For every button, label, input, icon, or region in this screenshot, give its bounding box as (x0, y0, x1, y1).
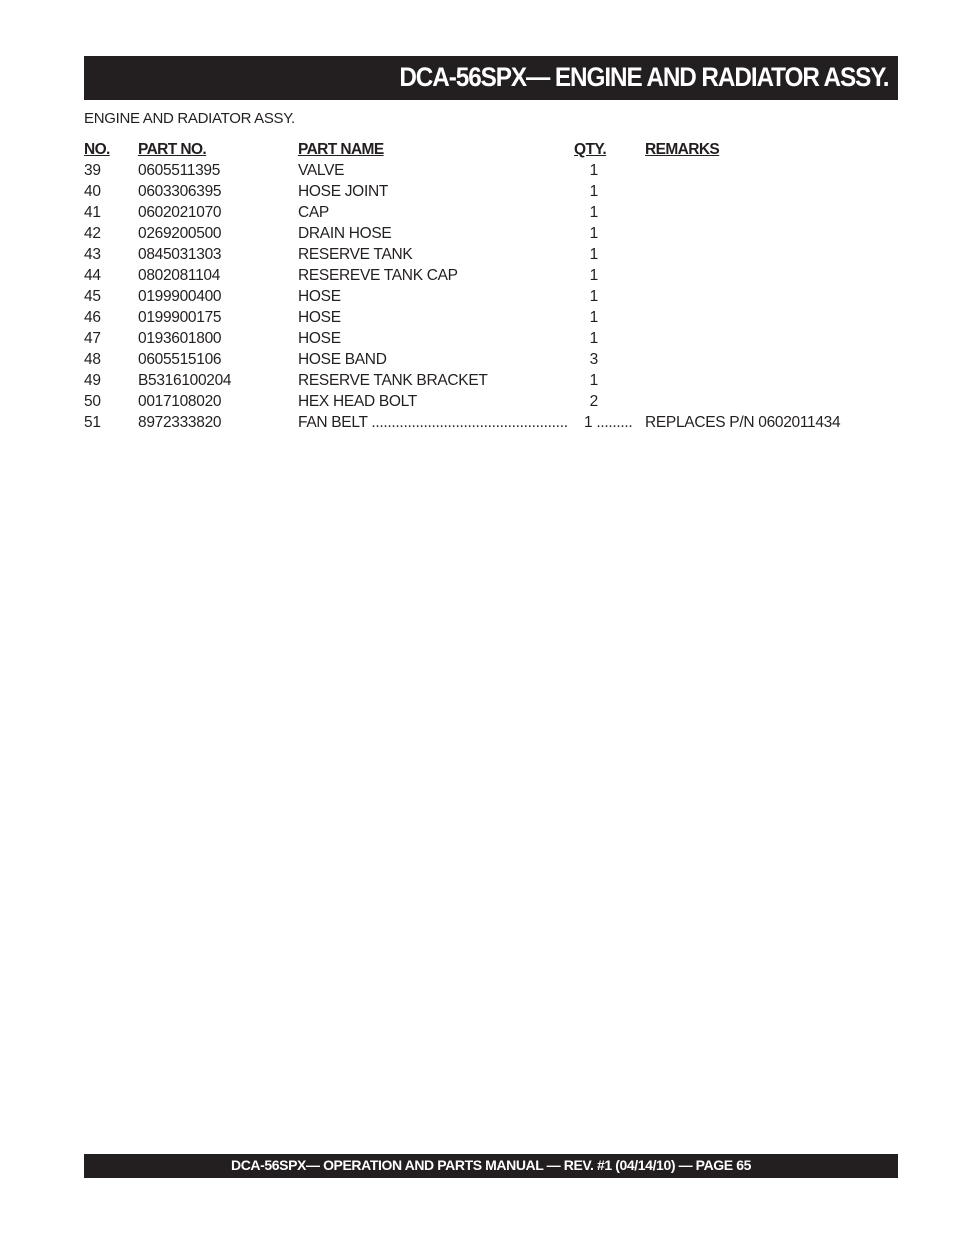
row-part-no: 0845031303 (138, 246, 222, 263)
row-no: 50 (84, 393, 101, 410)
row-part-name: HOSE BAND (298, 351, 387, 368)
row-qty: 1 (589, 246, 598, 263)
row-part-no: 0199900175 (138, 309, 222, 326)
row-qty: 2 (589, 393, 598, 410)
row-qty: 1 (589, 309, 598, 326)
column-header-no: NO. (84, 141, 110, 158)
row-part-no: 0605515106 (138, 351, 222, 368)
row-part-name: RESERVE TANK BRACKET (298, 372, 488, 389)
row-qty: 1 ......... (584, 414, 633, 431)
row-no: 39 (84, 162, 101, 179)
parts-table (84, 139, 884, 433)
row-no: 51 (84, 414, 101, 431)
row-qty: 1 (589, 330, 598, 347)
table-row (84, 202, 884, 223)
row-qty: 3 (589, 351, 598, 368)
row-part-no: 0017108020 (138, 393, 222, 410)
row-qty: 1 (589, 225, 598, 242)
table-row (84, 391, 884, 412)
row-part-name: DRAIN HOSE (298, 225, 392, 242)
row-qty: 1 (589, 267, 598, 284)
row-part-name: VALVE (298, 162, 345, 179)
row-part-name: RESERVE TANK (298, 246, 413, 263)
row-part-name: HOSE (298, 309, 341, 326)
table-row (84, 307, 884, 328)
row-part-name: CAP (298, 204, 329, 221)
row-remarks: REPLACES P/N 0602011434 (645, 414, 841, 431)
table-row (84, 412, 884, 433)
table-row (84, 286, 884, 307)
row-part-name: HOSE (298, 330, 341, 347)
column-header-remarks: REMARKS (645, 141, 720, 158)
page-title-bar (84, 56, 898, 100)
page-footer: DCA-56SPX— OPERATION AND PARTS MANUAL — REV. #1 (04/14/10) — PAGE 65 (231, 1157, 751, 1173)
row-part-no: 0802081104 (138, 267, 221, 284)
row-qty: 1 (589, 204, 598, 221)
table-row (84, 328, 884, 349)
row-no: 46 (84, 309, 101, 326)
row-part-no: 0602021070 (138, 204, 222, 221)
row-part-no: 0199900400 (138, 288, 222, 305)
row-qty: 1 (589, 162, 598, 179)
table-row (84, 265, 884, 286)
row-no: 49 (84, 372, 101, 389)
row-no: 48 (84, 351, 101, 368)
table-row (84, 370, 884, 391)
row-part-name: HEX HEAD BOLT (298, 393, 417, 410)
row-part-no: 0605511395 (138, 162, 221, 179)
row-part-no: 8972333820 (138, 414, 222, 431)
row-no: 43 (84, 246, 101, 263)
row-no: 41 (84, 204, 101, 221)
page-title: DCA-56SPX— ENGINE AND RADIATOR ASSY. (398, 62, 888, 92)
table-row (84, 349, 884, 370)
row-no: 44 (84, 267, 101, 284)
table-row (84, 181, 884, 202)
row-no: 40 (84, 183, 101, 200)
table-row (84, 223, 884, 244)
row-part-no: 0193601800 (138, 330, 222, 347)
page-footer-bar (84, 1154, 898, 1178)
row-part-name: HOSE (298, 288, 341, 305)
table-header-row (84, 139, 884, 160)
row-part-name: HOSE JOINT (298, 183, 389, 200)
row-part-name: RESEREVE TANK CAP (298, 267, 458, 284)
row-no: 45 (84, 288, 101, 305)
row-qty: 1 (589, 183, 598, 200)
row-part-no: B5316100204 (138, 372, 232, 389)
row-part-no: 0603306395 (138, 183, 222, 200)
row-part-name: FAN BELT ................................................. (298, 414, 568, 431)
section-heading: ENGINE AND RADIATOR ASSY. (84, 110, 295, 127)
table-row (84, 244, 884, 265)
column-header-qty: QTY. (574, 141, 607, 158)
table-row (84, 160, 884, 181)
column-header-part-no: PART NO. (138, 141, 207, 158)
row-qty: 1 (589, 288, 598, 305)
row-qty: 1 (589, 372, 598, 389)
row-part-no: 0269200500 (138, 225, 222, 242)
column-header-part-name: PART NAME (298, 141, 384, 158)
row-no: 42 (84, 225, 101, 242)
row-no: 47 (84, 330, 101, 347)
